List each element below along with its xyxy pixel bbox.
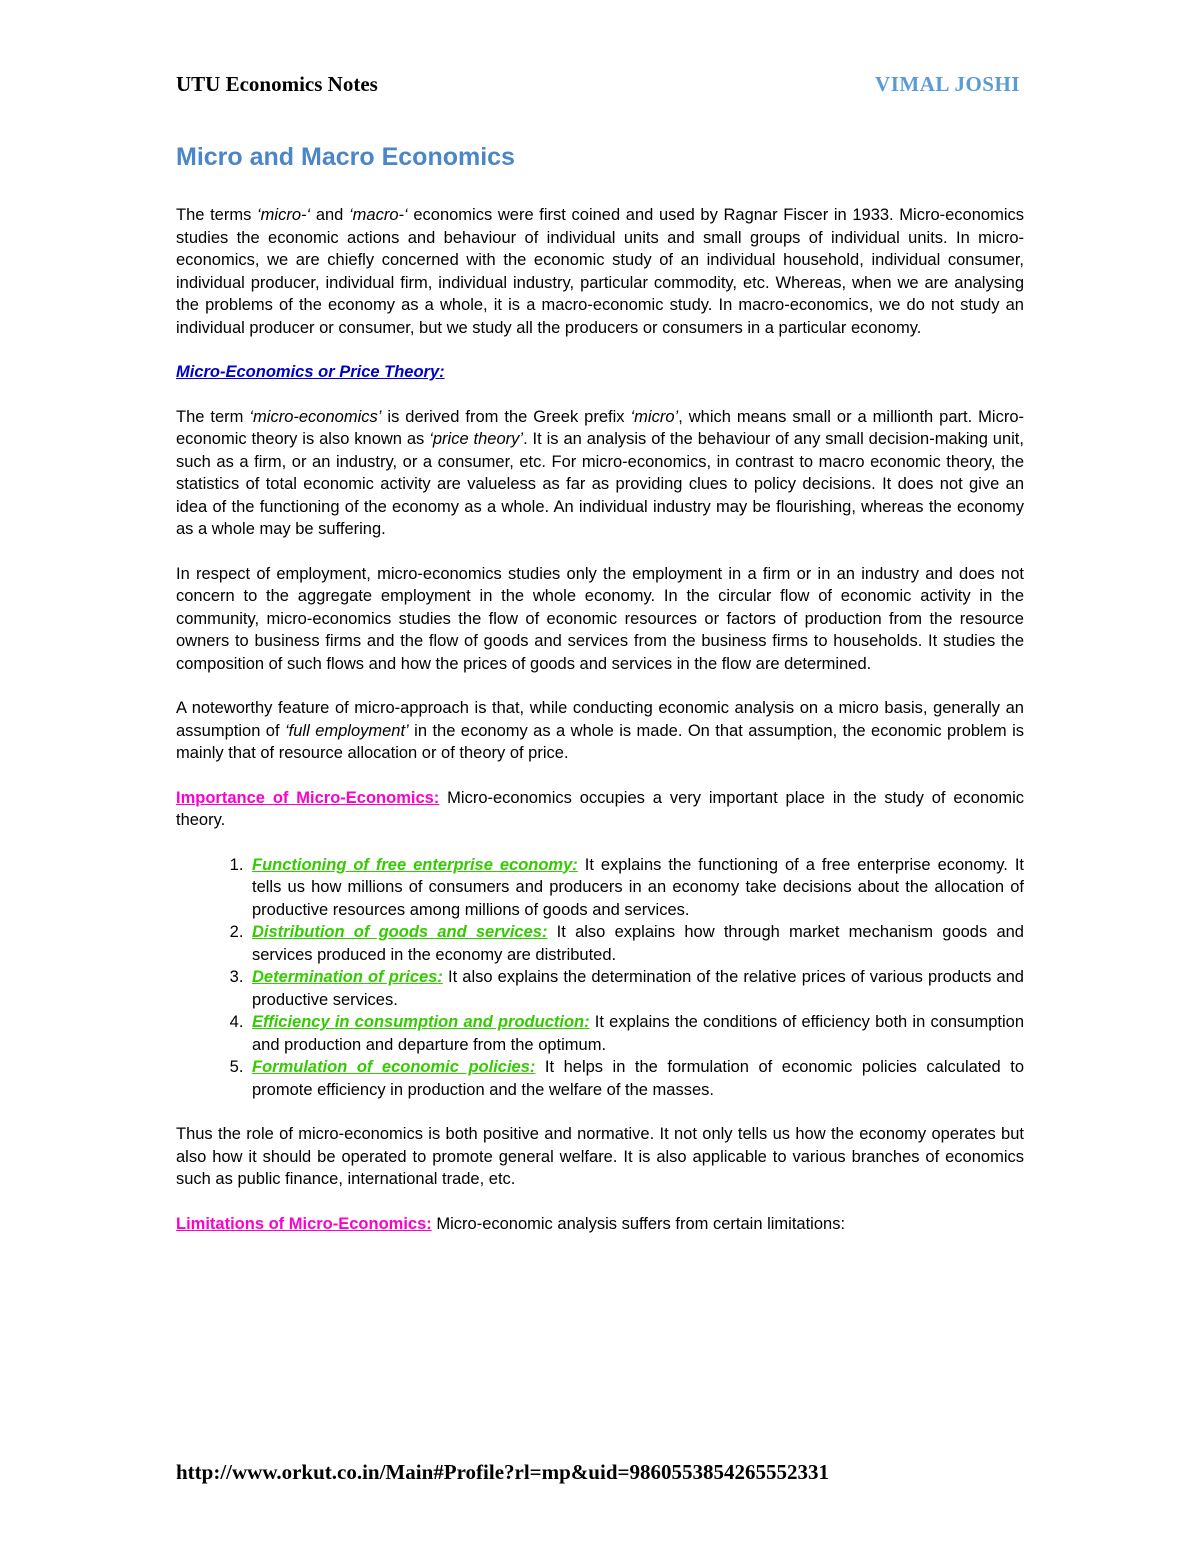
footer-url: http://www.orkut.co.in/Main#Profile?rl=mp&uid=9860553854265552331	[176, 1460, 829, 1484]
intro-paragraph: The terms ‘micro-‘ and ‘macro-‘ economics were first coined and used by Ragnar Fiscer in 1933. Micro-economics studies the economic actions and behaviour of individual units and small groups of individual units. In micro-economics, we are chiefly concerned with the economic study of an individual household, individual consumer, individual producer, individual firm, individual industry, particular commodity, etc. Whereas, when we are analysing the problems of the economy as a whole, it is a macro-economic study. In macro-economics, we do not study an individual producer or consumer, but we study all the producers or consumers in a particular economy.	[176, 206, 1024, 337]
list-item: 3. Determination of prices: It also explains the determination of the relative prices of various products and productive services.	[248, 966, 1024, 1011]
limitations-paragraph: Limitations of Micro-Economics: Micro-economic analysis suffers from certain limitations:	[176, 1214, 846, 1233]
document-body	[176, 140, 1024, 1257]
paragraph-employment: In respect of employment, micro-economics studies only the employment in a firm or in an industry and does not concern to the aggregate employment in the whole economy. In the circular flow of economic activity in the community, micro-economics studies the flow of economic resources or factors of production from the resource owners to business firms and the flow of goods and services from the business firms to households. It studies the composition of such flows and how the prices of goods and services in the flow are determined.	[176, 564, 1024, 673]
section-heading-price-theory: Micro-Economics or Price Theory:	[176, 363, 445, 381]
importance-heading: Importance of Micro-Economics:	[176, 788, 440, 807]
paragraph-micro-term: The term ‘micro-economics’ is derived from the Greek prefix ‘micro’, which means small or a millionth part. Micro-economic theory is also known as ‘price theory’. It is an analysis of the behaviour of any small decision-making unit, such as a firm, or an industry, or a consumer, etc. For micro-economics, in contrast to macro economic theory, the statistics of total economic activity are valueless as far as providing clues to policy decisions. It does not give an idea of the functioning of the economy as a whole. An individual industry may be flourishing, whereas the economy as a whole may be suffering.	[176, 407, 1025, 538]
importance-list	[176, 854, 1024, 1102]
header-left: UTU Economics Notes	[176, 72, 378, 96]
paragraph-role: Thus the role of micro-economics is both positive and normative. It not only tells us how the economy operates but also how it should be operated to promote general welfare. It is also applicable to various branches of economics such as public finance, international trade, etc.	[176, 1125, 1024, 1188]
list-item: 1. Functioning of free enterprise economy: It explains the functioning of a free enterprise economy. It tells us how millions of consumers and producers in an economy take decisions about the allocation of productive resources among millions of goods and services.	[248, 854, 1024, 922]
limitations-heading: Limitations of Micro-Economics:	[176, 1214, 432, 1233]
macro-term: ‘macro-‘	[349, 206, 408, 224]
importance-paragraph: Importance of Micro-Economics: Micro-economics occupies a very important place in the study of economic theory.	[176, 788, 1024, 829]
page-title: Micro and Macro Economics	[176, 143, 515, 171]
list-item: 5. Formulation of economic policies: It helps in the formulation of economic policies calculated to promote efficiency in production and the welfare of the masses.	[248, 1056, 1024, 1101]
list-item: 4. Efficiency in consumption and production: It explains the conditions of efficiency both in consumption and production and departure from the optimum.	[248, 1011, 1024, 1056]
list-item: 2. Distribution of goods and services: It also explains how through market mechanism goods and services produced in the economy are distributed.	[248, 921, 1024, 966]
micro-term: ‘micro-‘	[257, 206, 311, 224]
paragraph-noteworthy: A noteworthy feature of micro-approach is that, while conducting economic analysis on a micro basis, generally an assumption of ‘full employment’ in the economy as a whole is made. On that assumption, the economic problem is mainly that of resource allocation or of theory of price.	[176, 699, 1024, 762]
header-author: VIMAL JOSHI	[875, 72, 1020, 96]
